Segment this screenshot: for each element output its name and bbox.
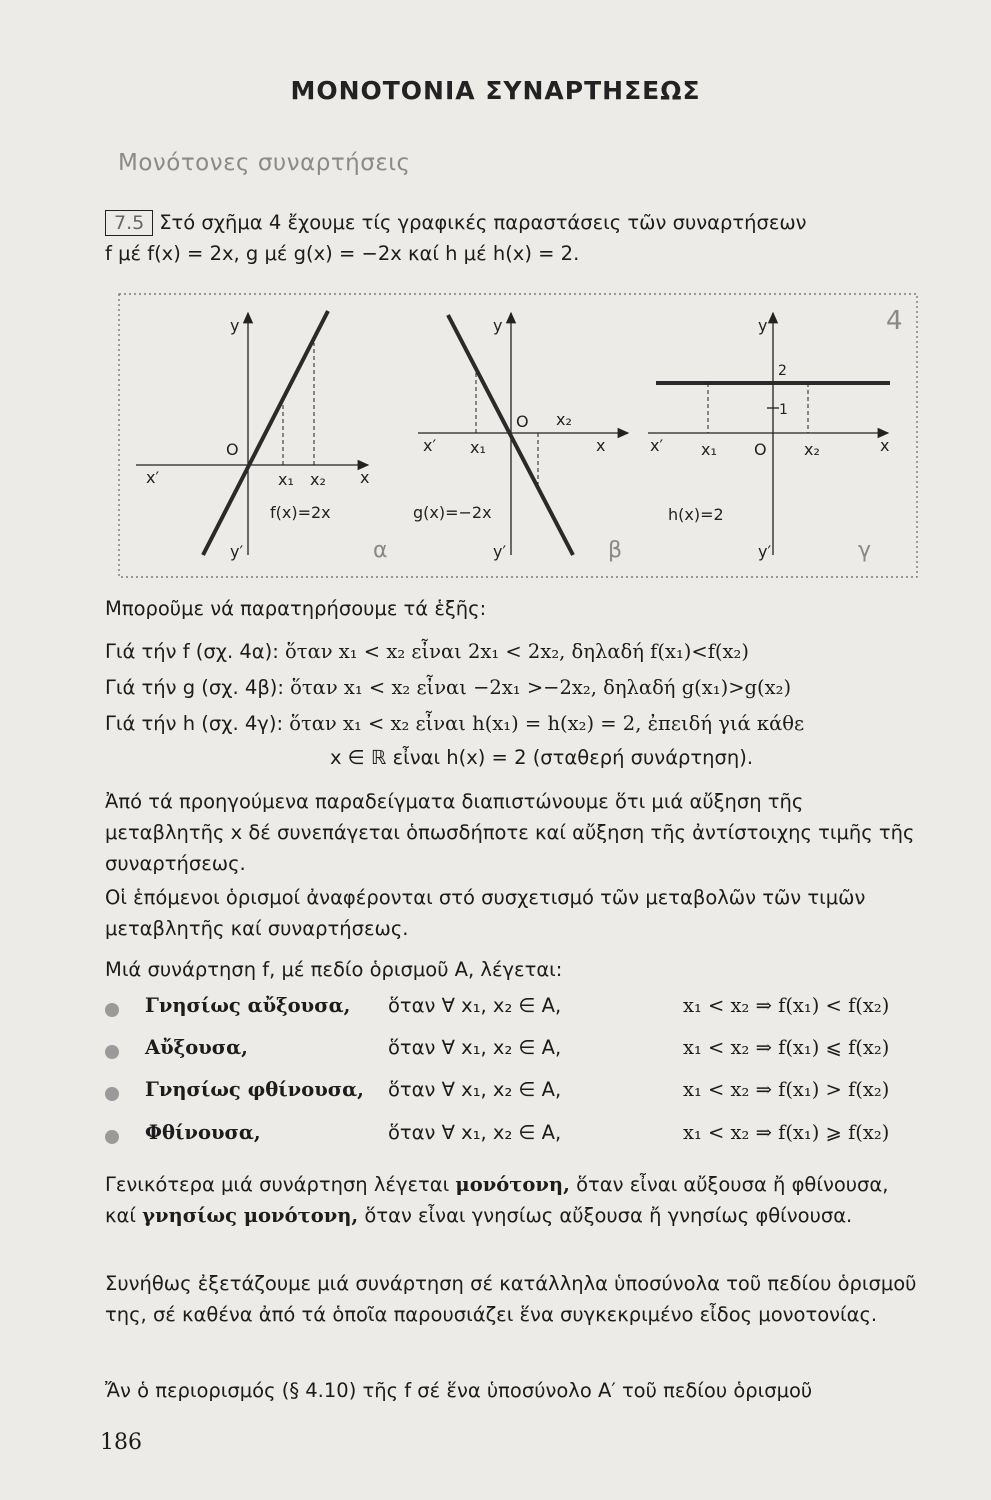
section-intro-line1: Στό σχῆμα 4 ἔχουμε τίς γραφικές παραστάσεις τῶν συναρτήσεων bbox=[159, 211, 807, 234]
definition-name: Γνησίως αὔξουσα, bbox=[145, 994, 351, 1017]
paragraph-3: Μιά συνάρτηση f, μέ πεδίο ὁρισμοῦ A, λέγεται: bbox=[105, 958, 563, 981]
bullet-icon bbox=[105, 1045, 119, 1059]
definition-name: Φθίνουσα, bbox=[145, 1121, 261, 1144]
function-label: g(x)=−2x bbox=[413, 503, 492, 522]
keyword-monotone: μονότονη, bbox=[455, 1173, 570, 1196]
y-label: y bbox=[493, 316, 503, 335]
case-h-continued: x ∈ ℝ εἶναι h(x) = 2 (σταθερή συνάρτηση). bbox=[330, 746, 754, 769]
y-neg-label: y′ bbox=[493, 542, 507, 561]
case-text: ὅταν x₁ < x₂ εἶναι h(x₁) = h(x₂) = 2, ἐπειδή γιά κάθε bbox=[289, 712, 805, 735]
definition-increasing bbox=[105, 1036, 935, 1070]
function-label: h(x)=2 bbox=[668, 505, 724, 524]
paragraph-4-text: Γενικότερα μιά συνάρτηση λέγεται bbox=[105, 1173, 456, 1196]
definition-name: Γνησίως φθίνουσα, bbox=[145, 1078, 364, 1101]
figure-number: 4 bbox=[886, 306, 903, 336]
case-text: ὅταν x₁ < x₂ εἶναι 2x₁ < 2x₂, δηλαδή f(x₁)<f(x₂) bbox=[285, 640, 749, 663]
bullet-icon bbox=[105, 1130, 119, 1144]
definition-strictly-decreasing bbox=[105, 1078, 935, 1112]
page-number: 186 bbox=[100, 1430, 142, 1455]
case-text: ὅταν x₁ < x₂ εἶναι −2x₁ >−2x₂, δηλαδή g(x₁)>g(x₂) bbox=[290, 676, 792, 699]
origin-label: O bbox=[516, 412, 529, 431]
bullet-icon bbox=[105, 1003, 119, 1017]
definition-decreasing bbox=[105, 1121, 935, 1155]
x2-label: x₂ bbox=[556, 410, 572, 429]
definition-implication: x₁ < x₂ ⇒ f(x₁) < f(x₂) bbox=[683, 994, 890, 1017]
definition-condition: ὅταν ∀ x₁, x₂ ∈ A, bbox=[388, 994, 562, 1017]
origin-label: O bbox=[226, 440, 239, 459]
case-lead: Γιά τήν f (σχ. 4α): bbox=[105, 640, 279, 663]
case-lead: Γιά τήν h (σχ. 4γ): bbox=[105, 712, 284, 735]
graph-g bbox=[413, 313, 628, 563]
definition-implication: x₁ < x₂ ⇒ f(x₁) > f(x₂) bbox=[683, 1078, 890, 1101]
case-f bbox=[105, 640, 749, 663]
paragraph-6: Ἄν ὁ περιορισμός (§ 4.10) τῆς f σέ ἕνα ὑποσύνολο A′ τοῦ πεδίου ὁρισμοῦ bbox=[105, 1379, 813, 1402]
x1-label: x₁ bbox=[278, 470, 294, 489]
bullet-icon bbox=[105, 1087, 119, 1101]
figure-4 bbox=[118, 293, 918, 578]
tick-1-label: 1 bbox=[779, 402, 788, 418]
definition-condition: ὅταν ∀ x₁, x₂ ∈ A, bbox=[388, 1036, 562, 1059]
x-neg-label: x′ bbox=[423, 436, 437, 455]
section-number: 7.5 bbox=[105, 210, 153, 236]
x-neg-label: x′ bbox=[146, 468, 160, 487]
definition-condition: ὅταν ∀ x₁, x₂ ∈ A, bbox=[388, 1121, 562, 1144]
origin-label: O bbox=[754, 440, 767, 459]
paragraph-1: Ἀπό τά προηγούμενα παραδείγματα διαπιστώνουμε ὅτι μιά αὔξηση τῆς μεταβλητῆς x δέ συνεπάγεται ὁπωσδήποτε καί αὔξηση τῆς ἀντίστοιχης τιμῆς τῆς συναρτήσεως. bbox=[105, 790, 915, 875]
y-neg-label: y′ bbox=[758, 542, 772, 561]
section-intro-line2: f μέ f(x) = 2x, g μέ g(x) = −2x καί h μέ h(x) = 2. bbox=[105, 242, 580, 265]
case-lead: Γιά τήν g (σχ. 4β): bbox=[105, 676, 284, 699]
x2-label: x₂ bbox=[310, 470, 326, 489]
x1-label: x₁ bbox=[701, 440, 717, 459]
x-neg-label: x′ bbox=[650, 436, 664, 455]
y-label: y bbox=[758, 316, 768, 335]
x-label: x bbox=[360, 468, 370, 487]
x1-label: x₁ bbox=[470, 438, 486, 457]
case-g bbox=[105, 676, 791, 699]
tick-2-label: 2 bbox=[778, 363, 787, 379]
function-label: f(x)=2x bbox=[270, 503, 331, 522]
paragraph-4 bbox=[105, 1169, 925, 1231]
x-label: x bbox=[880, 436, 890, 455]
definition-strictly-increasing bbox=[105, 994, 935, 1028]
figure-frame bbox=[119, 294, 917, 577]
definition-implication: x₁ < x₂ ⇒ f(x₁) ⩾ f(x₂) bbox=[683, 1121, 890, 1144]
case-h bbox=[105, 712, 804, 735]
paragraph-4-text: ὅταν εἶναι αὔξουσα ἤ φθίνουσα, καί bbox=[105, 1173, 889, 1227]
observe-line: Μποροῦμε νά παρατηρήσουμε τά ἑξῆς: bbox=[105, 597, 487, 620]
paragraph-2: Οἱ ἑπόμενοι ὁρισμοί ἀναφέρονται στό συσχετισμό τῶν μεταβολῶν τῶν τιμῶν μεταβλητῆς καί συναρτήσεως. bbox=[105, 886, 866, 940]
definition-condition: ὅταν ∀ x₁, x₂ ∈ A, bbox=[388, 1078, 562, 1101]
definition-implication: x₁ < x₂ ⇒ f(x₁) ⩽ f(x₂) bbox=[683, 1036, 890, 1059]
graph-h bbox=[648, 313, 890, 563]
graph-f bbox=[136, 311, 388, 563]
definition-name: Αὔξουσα, bbox=[145, 1036, 248, 1059]
page-title: ΜΟΝΟΤΟΝΙΑ ΣΥΝΑΡΤΗΣΕΩΣ bbox=[290, 76, 701, 105]
y-label: y bbox=[230, 316, 240, 335]
panel-tag: α bbox=[373, 538, 388, 563]
y-neg-label: y′ bbox=[230, 542, 244, 561]
panel-tag: γ bbox=[858, 538, 872, 563]
section-subtitle: Μονότονες συναρτήσεις bbox=[118, 150, 411, 176]
keyword-strictly-monotone: γνησίως μονότονη, bbox=[142, 1204, 359, 1227]
paragraph-5: Συνήθως ἐξετάζουμε μιά συνάρτηση σέ κατάλληλα ὑποσύνολα τοῦ πεδίου ὁρισμοῦ της, σέ καθένα ἀπό τά ὁποῖα παρουσιάζει ἕνα συγκεκριμένο εἶδος μονοτονίας. bbox=[105, 1272, 917, 1326]
section-intro bbox=[105, 207, 925, 269]
x-label: x bbox=[596, 436, 606, 455]
panel-tag: β bbox=[608, 538, 623, 563]
x2-label: x₂ bbox=[804, 440, 820, 459]
paragraph-4-text: ὅταν εἶναι γνησίως αὔξουσα ἤ γνησίως φθίνουσα. bbox=[358, 1204, 853, 1227]
